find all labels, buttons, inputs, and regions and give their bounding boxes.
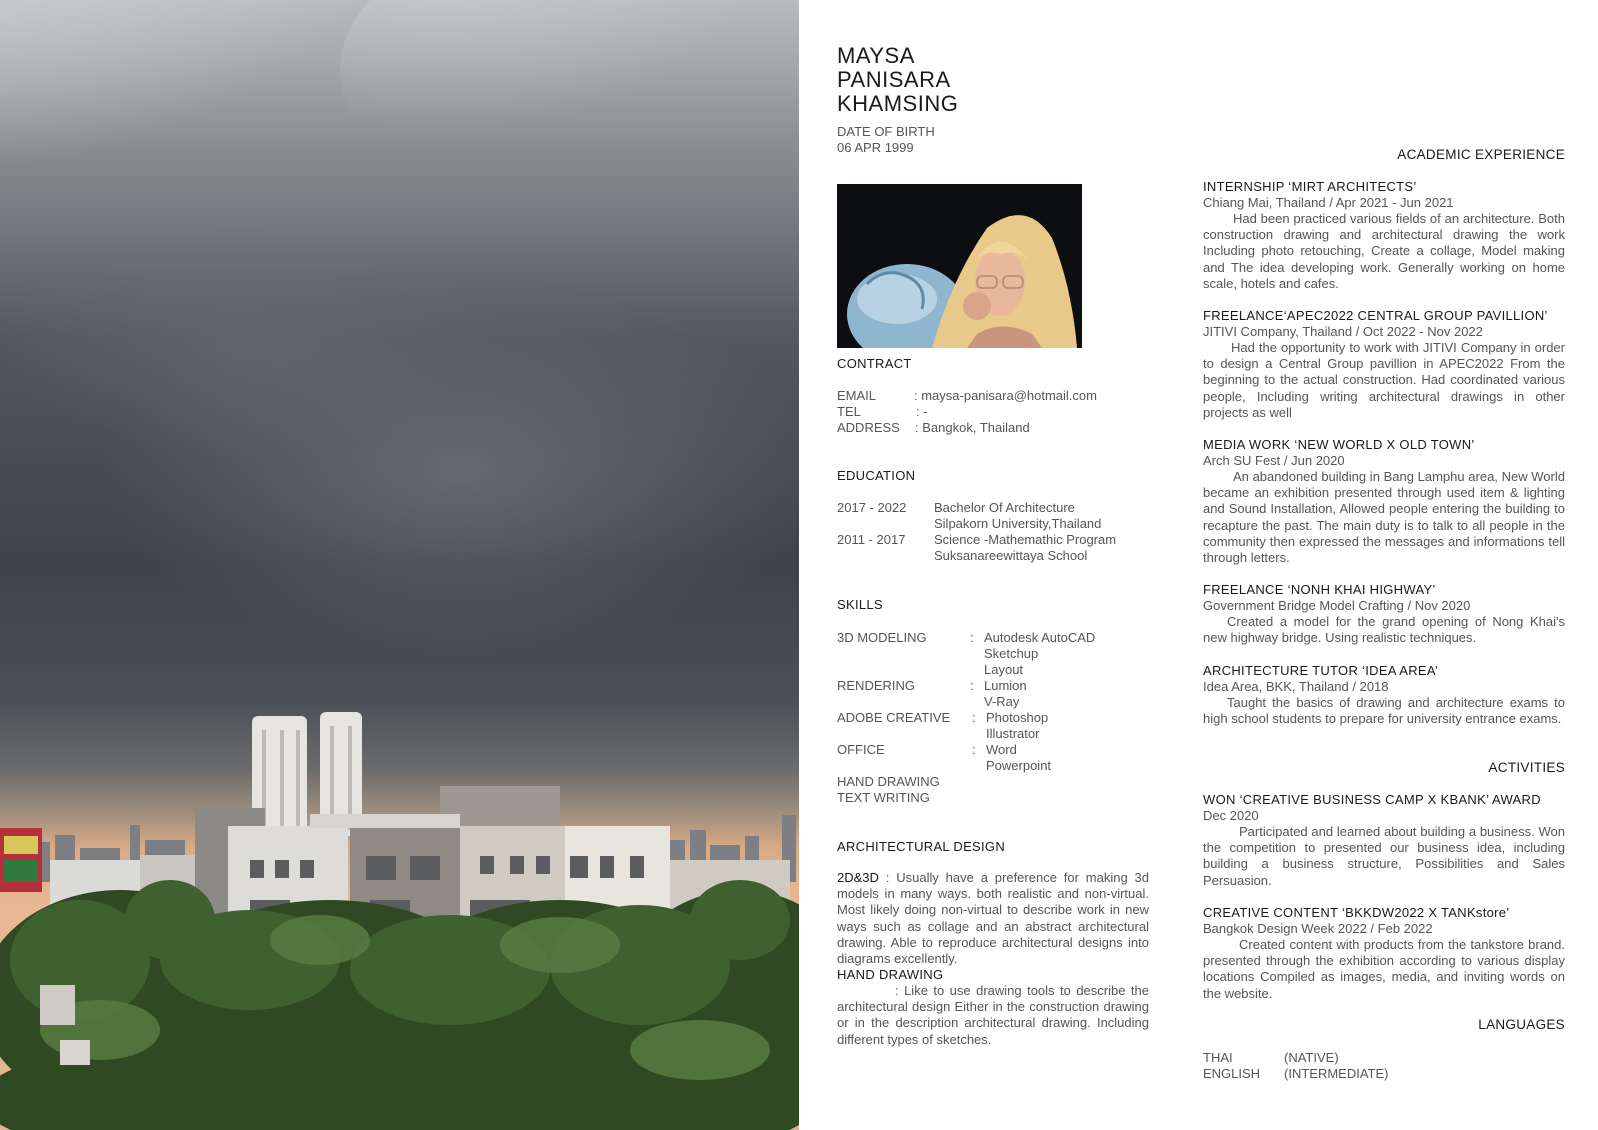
academic-item-description: Taught the basics of drawing and architecture exams to high school students to prepare for university entrance exams. xyxy=(1203,695,1565,727)
skill-colon: : xyxy=(972,710,976,725)
language-name: ENGLISH xyxy=(1203,1066,1261,1081)
education-degree: Bachelor Of Architecture xyxy=(934,500,1075,515)
resume-page xyxy=(799,0,1598,1130)
arch-design-hand-title: HAND DRAWING xyxy=(837,967,944,982)
skills-list xyxy=(837,630,1095,806)
address-label: ADDRESS xyxy=(837,420,900,435)
address-value: : Bangkok, Thailand xyxy=(915,420,1030,435)
arch-design-3d-title: 2D&3D xyxy=(837,870,879,885)
education-school: Silpakorn University,Thailand xyxy=(934,516,1102,531)
email-label: EMAIL xyxy=(837,388,877,403)
education-school: Suksanareewittaya School xyxy=(934,548,1088,563)
activity-item-title: WON ‘CREATIVE BUSINESS CAMP X KBANK’ AWARD xyxy=(1203,792,1541,807)
skill-label: 3D MODELING xyxy=(837,630,927,645)
skill-label: HAND DRAWING xyxy=(837,774,940,789)
academic-item xyxy=(1203,663,1565,727)
skill-row xyxy=(837,790,1095,806)
education-list xyxy=(837,500,1116,564)
tel-label: TEL xyxy=(837,404,861,419)
academic-heading: ACADEMIC EXPERIENCE xyxy=(1397,147,1565,162)
activity-item-description: Participated and learned about building a business. Won the competition to presented our business idea, including building a business structure, Possibilities and Sales Persuasion. xyxy=(1203,824,1565,888)
full-name xyxy=(837,44,958,116)
activity-item-subtitle: Dec 2020 xyxy=(1203,808,1259,823)
name-line-1: MAYSA xyxy=(837,43,915,68)
academic-item-title: INTERNSHIP ‘MIRT ARCHITECTS’ xyxy=(1203,179,1417,194)
academic-item-title: FREELANCE‘APEC2022 CENTRAL GROUP PAVILLION’ xyxy=(1203,308,1548,323)
academic-item xyxy=(1203,437,1565,566)
arch-design-hand-text: : Like to use drawing tools to describe the architectural design Either in the construction drawing or in the description architectural drawing. Including different types of sketches. xyxy=(837,983,1149,1047)
academic-item-description: Created a model for the grand opening of Nong Khai's new highway bridge. Using realistic techniques. xyxy=(1203,614,1565,646)
skill-label: OFFICE xyxy=(837,742,885,757)
arch-design-3d xyxy=(837,870,1149,967)
skill-colon: : xyxy=(970,630,974,645)
academic-item-subtitle: JITIVI Company, Thailand / Oct 2022 - Nov 2022 xyxy=(1203,324,1483,339)
tel-value: : - xyxy=(916,404,928,419)
skill-item: Layout xyxy=(984,662,1024,677)
academic-item xyxy=(1203,179,1565,292)
skill-item: Illustrator xyxy=(986,726,1040,741)
skill-label: TEXT WRITING xyxy=(837,790,930,805)
skill-colon: : xyxy=(972,742,976,757)
education-item xyxy=(837,500,1116,532)
skills-heading: SKILLS xyxy=(837,597,883,612)
academic-item-subtitle: Chiang Mai, Thailand / Apr 2021 - Jun 2021 xyxy=(1203,195,1454,210)
name-line-2: PANISARA xyxy=(837,67,951,92)
name-line-3: KHAMSING xyxy=(837,91,959,116)
academic-item xyxy=(1203,582,1565,646)
arch-design-3d-text: : Usually have a preference for making 3d models in many ways. both realistic and non-virtual. Most likely doing non-virtual to describe work in new ways such as collage and an abstract architectural drawing. Able to reproduce architectural designs into diagrams excellently. xyxy=(837,870,1149,967)
skill-label: RENDERING xyxy=(837,678,916,693)
academic-item-description: Had been practiced various fields of an architecture. Both construction drawing and architectural drawing the work Including photo retouching, Create a collage, Model making and The idea developing work. Generally working on home scale, hotels and cafes. xyxy=(1203,211,1565,291)
academic-item-description: Had the opportunity to work with JITIVI Company in order to design a Central Group pavillion in APEC2022 From the beginning to the actual construction. Had coordinated various people, Including writing architectural drawings in other projects as well xyxy=(1203,340,1565,420)
skill-item: Lumion xyxy=(984,678,1027,693)
language-name: THAI xyxy=(1203,1050,1233,1065)
skill-item: Autodesk AutoCAD xyxy=(984,630,1096,645)
contact-heading: CONTRACT xyxy=(837,356,912,371)
academic-item-title: MEDIA WORK ‘NEW WORLD X OLD TOWN’ xyxy=(1203,437,1475,452)
languages-list xyxy=(1203,1050,1388,1082)
activities-heading: ACTIVITIES xyxy=(1488,760,1565,775)
skill-row xyxy=(837,630,1095,678)
skill-row xyxy=(837,774,1095,790)
activity-item xyxy=(1203,792,1565,889)
skill-item: Sketchup xyxy=(984,646,1039,661)
language-level: (INTERMEDIATE) xyxy=(1284,1066,1389,1081)
academic-item-subtitle: Idea Area, BKK, Thailand / 2018 xyxy=(1203,679,1389,694)
dob-value: 06 APR 1999 xyxy=(837,140,914,155)
arch-design-heading: ARCHITECTURAL DESIGN xyxy=(837,839,1006,854)
language-row xyxy=(1203,1050,1388,1066)
academic-item-title: FREELANCE ‘NONH KHAI HIGHWAY’ xyxy=(1203,582,1436,597)
dob-label: DATE OF BIRTH xyxy=(837,124,935,139)
activity-item-description: Created content with products from the tankstore brand. presented through the exhibition according to various display locations Compiled as images, media, and inviting words on the website. xyxy=(1203,937,1565,1001)
language-level: (NATIVE) xyxy=(1284,1050,1339,1065)
activity-item-subtitle: Bangkok Design Week 2022 / Feb 2022 xyxy=(1203,921,1433,936)
academic-item-subtitle: Government Bridge Model Crafting / Nov 2020 xyxy=(1203,598,1471,613)
activity-item-title: CREATIVE CONTENT ‘BKKDW2022 X TANKstore’ xyxy=(1203,905,1510,920)
education-degree: Science -Mathemathic Program xyxy=(934,532,1117,547)
languages-heading: LANGUAGES xyxy=(1478,1017,1565,1032)
language-row xyxy=(1203,1066,1388,1082)
skill-item: V-Ray xyxy=(984,694,1020,709)
education-item xyxy=(837,532,1116,564)
skill-row xyxy=(837,710,1095,742)
skill-item: Powerpoint xyxy=(986,758,1052,773)
academic-item xyxy=(1203,308,1565,421)
academic-item-title: ARCHITECTURE TUTOR ‘IDEA AREA’ xyxy=(1203,663,1439,678)
academic-item-description: An abandoned building in Bang Lamphu area, New World became an exhibition presented through used item & lighting and Sound Installation, Allowed people entering the building to recapture the past. The main duty is to talk to all people in the community then expressed the messages and informations tell through letters. xyxy=(1203,469,1565,566)
skill-label: ADOBE CREATIVE xyxy=(837,710,951,725)
skill-item: Photoshop xyxy=(986,710,1049,725)
email-value[interactable]: : maysa-panisara@hotmail.com xyxy=(914,388,1097,403)
skill-item: Word xyxy=(986,742,1017,757)
contact-block xyxy=(837,388,1097,436)
skill-row xyxy=(837,678,1095,710)
education-years: 2017 - 2022 xyxy=(837,500,907,515)
activity-item xyxy=(1203,905,1565,1002)
education-heading: EDUCATION xyxy=(837,468,916,483)
date-of-birth xyxy=(837,124,935,156)
education-years: 2011 - 2017 xyxy=(837,532,906,547)
academic-item-subtitle: Arch SU Fest / Jun 2020 xyxy=(1203,453,1345,468)
portrait-photo xyxy=(837,184,1082,348)
skill-colon: : xyxy=(970,678,974,693)
skill-row xyxy=(837,742,1095,774)
